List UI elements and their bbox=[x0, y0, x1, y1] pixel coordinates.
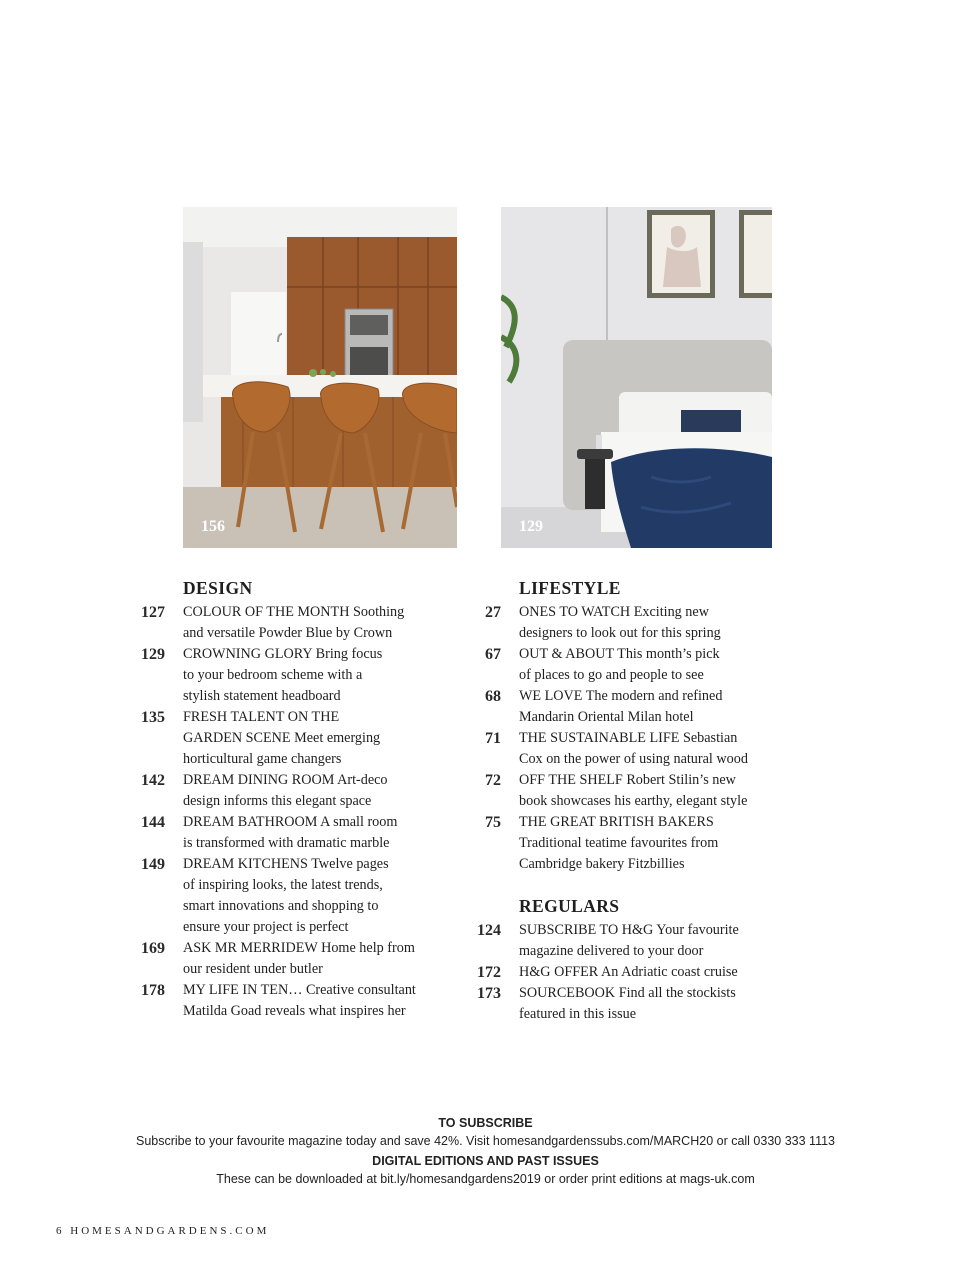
entry-line: FRESH TALENT ON THE bbox=[183, 709, 340, 725]
regulars-entries bbox=[477, 920, 809, 1025]
entry-line: design informs this elegant space bbox=[183, 793, 372, 809]
entry-description bbox=[519, 686, 809, 728]
contents-entry[interactable] bbox=[485, 686, 809, 728]
entry-line: book showcases his earthy, elegant style bbox=[519, 793, 748, 809]
bedroom-illustration bbox=[501, 207, 772, 548]
entry-line: Cox on the power of using natural wood bbox=[519, 751, 748, 767]
contents-entry[interactable] bbox=[141, 938, 463, 980]
page-number: 72 bbox=[485, 772, 501, 789]
entry-line: stylish statement headboard bbox=[183, 688, 341, 704]
page-number: 149 bbox=[141, 856, 165, 873]
entry-line: featured in this issue bbox=[519, 1006, 637, 1022]
entry-line: Mandarin Oriental Milan hotel bbox=[519, 709, 694, 725]
page-number: 124 bbox=[477, 922, 501, 939]
entry-description bbox=[519, 644, 809, 686]
photo-page-number: 156 bbox=[201, 518, 225, 535]
entry-line: WE LOVE The modern and refined bbox=[519, 688, 723, 704]
entry-line: THE GREAT BRITISH BAKERS bbox=[519, 814, 714, 830]
entry-line: Cambridge bakery Fitzbillies bbox=[519, 856, 685, 872]
entry-line: Traditional teatime favourites from bbox=[519, 835, 719, 851]
page-number: 135 bbox=[141, 709, 165, 726]
lifestyle-entries bbox=[485, 602, 809, 875]
entry-description bbox=[183, 980, 463, 1022]
page-folio: 6 HOMESANDGARDENS.COM bbox=[56, 1225, 270, 1237]
entry-line: OUT & ABOUT This month’s pick bbox=[519, 646, 720, 662]
entry-line: DREAM KITCHENS Twelve pages bbox=[183, 856, 389, 872]
entry-line: THE SUSTAINABLE LIFE Sebastian bbox=[519, 730, 738, 746]
entry-line: our resident under butler bbox=[183, 961, 323, 977]
entry-line: H&G OFFER An Adriatic coast cruise bbox=[519, 964, 738, 980]
kitchen-photo bbox=[183, 207, 457, 548]
design-section bbox=[141, 576, 463, 1022]
design-entries bbox=[141, 602, 463, 1022]
page-number: 144 bbox=[141, 814, 165, 831]
page-number: 173 bbox=[477, 985, 501, 1002]
contents-entry[interactable] bbox=[477, 920, 809, 962]
entry-line: is transformed with dramatic marble bbox=[183, 835, 390, 851]
lifestyle-section bbox=[477, 576, 809, 1025]
entry-description bbox=[183, 707, 463, 770]
entry-line: of inspiring looks, the latest trends, bbox=[183, 877, 383, 893]
entry-description bbox=[183, 644, 463, 707]
contents-entry[interactable] bbox=[485, 728, 809, 770]
entry-line: ensure your project is perfect bbox=[183, 919, 349, 935]
entry-description bbox=[183, 854, 463, 938]
entry-line: to your bedroom scheme with a bbox=[183, 667, 363, 683]
entry-description bbox=[519, 983, 809, 1025]
page-number: 75 bbox=[485, 814, 501, 831]
entry-line: CROWNING GLORY Bring focus bbox=[183, 646, 383, 662]
digital-editions-text: These can be downloaded at bit.ly/homesandgardens2019 or order print editions at mags-uk.com bbox=[216, 1172, 755, 1186]
entry-line: OFF THE SHELF Robert Stilin’s new bbox=[519, 772, 736, 788]
entry-line: DREAM DINING ROOM Art-deco bbox=[183, 772, 388, 788]
contents-entry[interactable] bbox=[477, 962, 809, 983]
page-number: 127 bbox=[141, 604, 165, 621]
section-title-lifestyle: LIFESTYLE bbox=[519, 578, 621, 598]
page-number: 27 bbox=[485, 604, 501, 621]
subscription-info bbox=[0, 1115, 971, 1188]
contents-entry[interactable] bbox=[485, 770, 809, 812]
entry-description bbox=[519, 962, 809, 983]
contents-entry[interactable] bbox=[141, 854, 463, 938]
entry-description bbox=[183, 602, 463, 644]
contents-entry[interactable] bbox=[141, 812, 463, 854]
entry-line: smart innovations and shopping to bbox=[183, 898, 379, 914]
contents-entry[interactable] bbox=[141, 644, 463, 707]
subscribe-heading: TO SUBSCRIBE bbox=[438, 1116, 533, 1130]
entry-description bbox=[519, 728, 809, 770]
subscribe-text: Subscribe to your favourite magazine today and save 42%. Visit homesandgardenssubs.com/MARCH20 or call 0330 333 1113 bbox=[135, 1134, 835, 1148]
contents-entry[interactable] bbox=[141, 602, 463, 644]
entry-line: SUBSCRIBE TO H&G Your favourite bbox=[519, 922, 739, 938]
page-number: 172 bbox=[477, 964, 501, 981]
entry-line: of places to go and people to see bbox=[519, 667, 704, 683]
entry-line: designers to look out for this spring bbox=[519, 625, 721, 641]
contents-entry[interactable] bbox=[141, 770, 463, 812]
entry-line: MY LIFE IN TEN… Creative consultant bbox=[183, 982, 416, 998]
entry-description bbox=[519, 602, 809, 644]
contents-entry[interactable] bbox=[485, 644, 809, 686]
digital-editions-heading: DIGITAL EDITIONS AND PAST ISSUES bbox=[372, 1154, 599, 1168]
contents-entry[interactable] bbox=[141, 707, 463, 770]
entry-line: GARDEN SCENE Meet emerging bbox=[183, 730, 381, 746]
page-number: 67 bbox=[485, 646, 501, 663]
entry-description bbox=[519, 920, 809, 962]
page-number: 129 bbox=[141, 646, 165, 663]
section-title-regulars: REGULARS bbox=[519, 896, 620, 916]
entry-line: ONES TO WATCH Exciting new bbox=[519, 604, 709, 620]
contents-entry[interactable] bbox=[141, 980, 463, 1022]
contents-entry[interactable] bbox=[485, 602, 809, 644]
entry-line: and versatile Powder Blue by Crown bbox=[183, 625, 393, 641]
entry-line: ASK MR MERRIDEW Home help from bbox=[183, 940, 415, 956]
page-number: 178 bbox=[141, 982, 165, 999]
entry-line: Matilda Goad reveals what inspires her bbox=[183, 1003, 406, 1019]
entry-line: magazine delivered to your door bbox=[519, 943, 704, 959]
page-number: 71 bbox=[485, 730, 501, 747]
contents-entry[interactable] bbox=[477, 983, 809, 1025]
photo-page-number: 129 bbox=[519, 518, 543, 535]
kitchen-illustration bbox=[183, 207, 457, 548]
page-number: 169 bbox=[141, 940, 165, 957]
entry-line: SOURCEBOOK Find all the stockists bbox=[519, 985, 736, 1001]
bedroom-photo bbox=[501, 207, 772, 548]
entry-line: COLOUR OF THE MONTH Soothing bbox=[183, 604, 405, 620]
section-title-design: DESIGN bbox=[183, 578, 253, 598]
entry-description bbox=[183, 812, 463, 854]
entry-description bbox=[183, 770, 463, 812]
entry-description bbox=[519, 770, 809, 812]
page-number: 142 bbox=[141, 772, 165, 789]
contents-entry[interactable] bbox=[485, 812, 809, 875]
entry-line: DREAM BATHROOM A small room bbox=[183, 814, 398, 830]
entry-line: horticultural game changers bbox=[183, 751, 342, 767]
page-number: 68 bbox=[485, 688, 501, 705]
entry-description bbox=[519, 812, 809, 875]
entry-description bbox=[183, 938, 463, 980]
